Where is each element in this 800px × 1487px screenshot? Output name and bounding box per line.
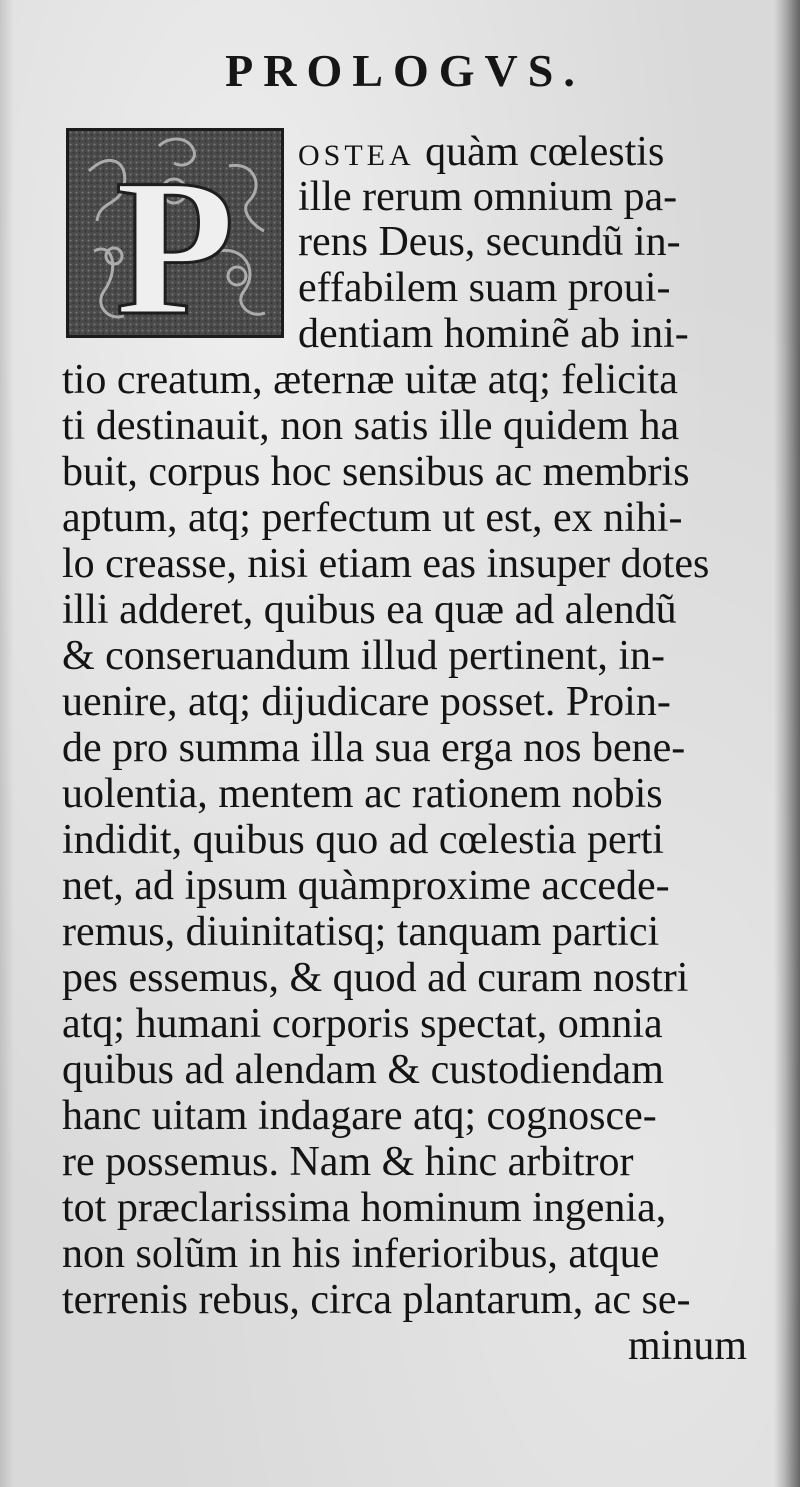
text-line: atq; humani corporis spectat, omnia <box>62 1001 663 1047</box>
text-line: quibus ad alendam & custodiendam <box>62 1047 664 1093</box>
text-line: dentiam hominẽ ab ini- <box>298 311 689 357</box>
text-line: tio creatum, æternæ uitæ atq; felicita <box>62 357 678 403</box>
page-edge-shadow <box>774 0 800 1487</box>
text-line: terrenis rebus, circa plantarum, ac se- <box>62 1277 691 1323</box>
initial-letter-p: P <box>115 139 235 335</box>
text-line: lo creasse, nisi etiam eas insuper dotes <box>62 541 710 587</box>
text-line: re possemus. Nam & hinc arbitror <box>62 1139 634 1185</box>
text-line: net, ad ipsum quàmproxime accede- <box>62 863 670 909</box>
catchword: minum <box>628 1323 748 1369</box>
text-line: aptum, atq; perfectum ut est, ex nihi- <box>62 495 683 541</box>
text-line: de pro summa illa sua erga nos bene- <box>62 725 686 771</box>
page-gutter-shadow <box>0 0 14 1487</box>
text-line: non solũm in his inferioribus, atque <box>62 1231 660 1277</box>
text-line: buit, corpus hoc sensibus ac membris <box>62 449 690 495</box>
page-heading: PROLOGVS. <box>225 45 585 96</box>
text-line: uenire, atq; dijudicare posset. Proin- <box>62 679 671 725</box>
text-line: & conseruandum illud pertinent, in- <box>62 633 666 679</box>
text-line: tot præclarissima hominum ingenia, <box>62 1185 667 1231</box>
text-line: remus, diuinitatisq; tanquam partici <box>62 909 660 955</box>
text-line: rens Deus, secundũ in- <box>298 219 681 265</box>
lead-word: OSTEA <box>298 139 415 172</box>
decorated-initial-letter <box>69 131 281 335</box>
text-line: ille rerum omnium pa- <box>298 174 678 220</box>
text-line: uolentia, mentem ac rationem nobis <box>62 771 663 817</box>
text-line: ti destinauit, non satis ille quidem ha <box>62 403 680 449</box>
text-line: indidit, quibus quo ad cœlestia perti <box>62 817 664 863</box>
text-line <box>298 130 664 176</box>
text-line: pes essemus, & quod ad curam nostri <box>62 955 689 1001</box>
decorated-initial <box>66 128 284 338</box>
text-line: hanc uitam indagare atq; cognosce- <box>62 1093 657 1139</box>
line-text: quàm cœlestis <box>414 129 665 175</box>
text-line: effabilem suam proui- <box>298 265 671 311</box>
text-line: illi adderet, quibus ea quæ ad alendũ <box>62 587 677 633</box>
